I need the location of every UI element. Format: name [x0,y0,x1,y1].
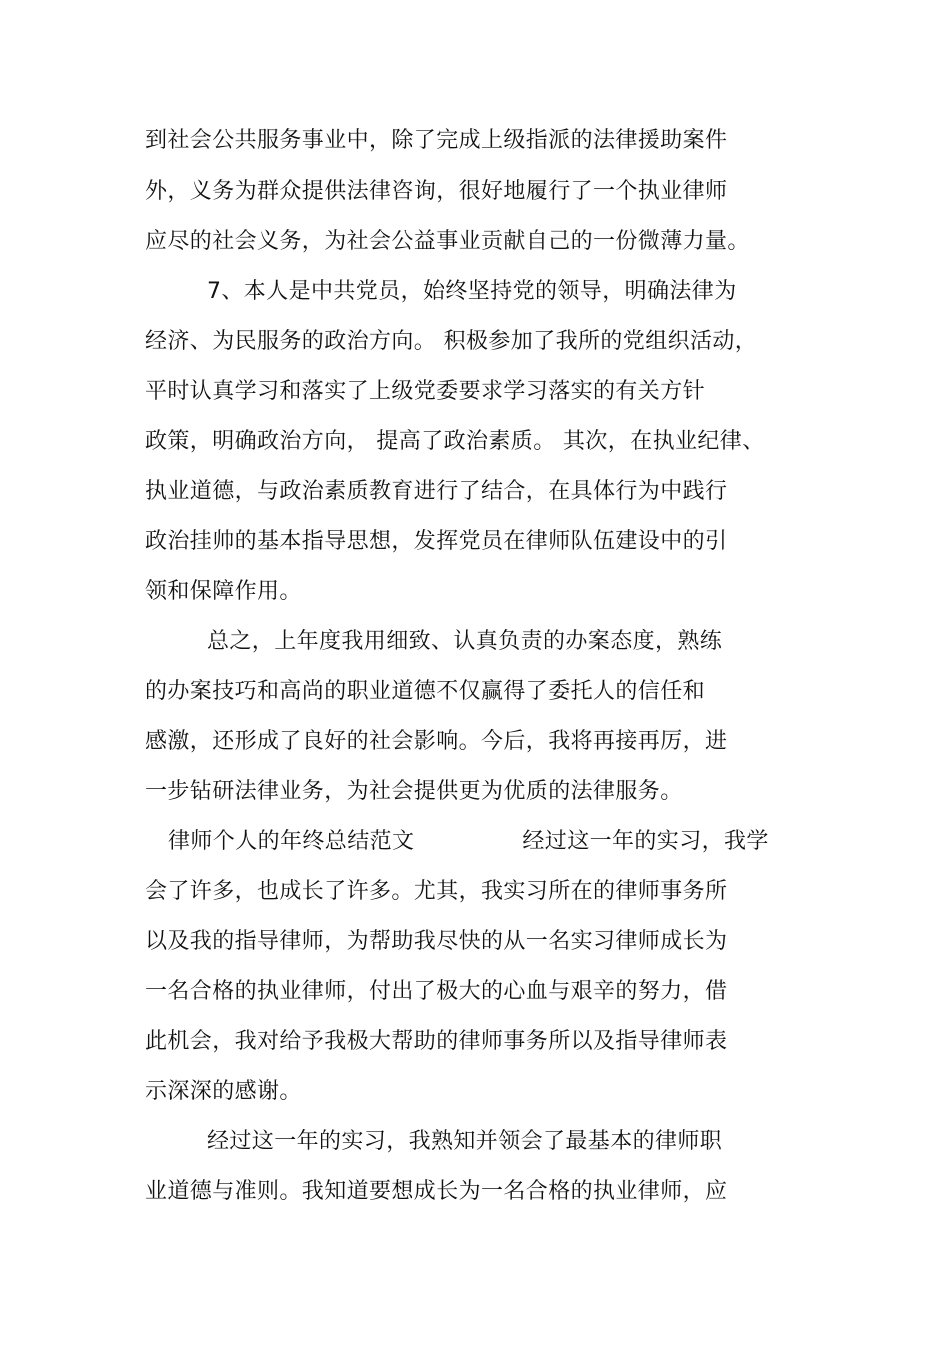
paragraph-start-line: 总之，上年度我用细致、认真负责的办案态度，熟练 [207,629,723,654]
text-line: 以及我的指导律师，为帮助我尽快的从一名实习律师成长为 [145,929,728,954]
text-line: 一步钻研法律业务，为社会提供更为优质的法律服务。 [145,779,683,804]
text-line: 政治挂帅的基本指导思想，发挥党员在律师队伍建设中的引 [145,529,728,554]
text-line: 执业道德，与政治素质教育进行了结合，在具体行为中践行 [145,479,728,504]
text-line: 感激，还形成了良好的社会影响。今后，我将再接再厉，进 [145,729,728,754]
text-line: 领和保障作用。 [145,579,302,604]
text-line: 应尽的社会义务，为社会公益事业贡献自己的一份微薄力量。 [145,229,750,254]
section-title: 律师个人的年终总结范文 [168,829,415,854]
text-line: 政策，明确政治方向， 提高了政治素质。 其次，在执业纪律、 [145,429,765,454]
text-line: 一名合格的执业律师，付出了极大的心血与艰辛的努力，借 [145,979,728,1004]
text-line: 会了许多，也成长了许多。尤其，我实习所在的律师事务所 [145,879,728,904]
text-line: 示深深的感谢。 [145,1079,302,1104]
section-heading-line [168,827,769,857]
text-line: 外，义务为群众提供法律咨询，很好地履行了一个执业律师 [145,179,728,204]
text-line: 经济、为民服务的政治方向。 积极参加了我所的党组织活动， [145,329,758,354]
text-segment: 经过这一年的实习，我学 [522,829,769,854]
text-line: 到社会公共服务事业中，除了完成上级指派的法律援助案件 [145,128,728,153]
text-line: 平时认真学习和落实了上级党委要求学习落实的有关方针 [145,379,706,404]
paragraph-start-line: 经过这一年的实习，我熟知并领会了最基本的律师职 [207,1129,723,1154]
text-line: 此机会，我对给予我极大帮助的律师事务所以及指导律师表 [145,1029,728,1054]
paragraph-start-line: 7、本人是中共党员，始终坚持党的领导，明确法律为 [207,279,737,304]
text-line: 业道德与准则。我知道要想成长为一名合格的执业律师，应 [145,1179,728,1204]
text-line: 的办案技巧和高尚的职业道德不仅赢得了委托人的信任和 [145,679,706,704]
